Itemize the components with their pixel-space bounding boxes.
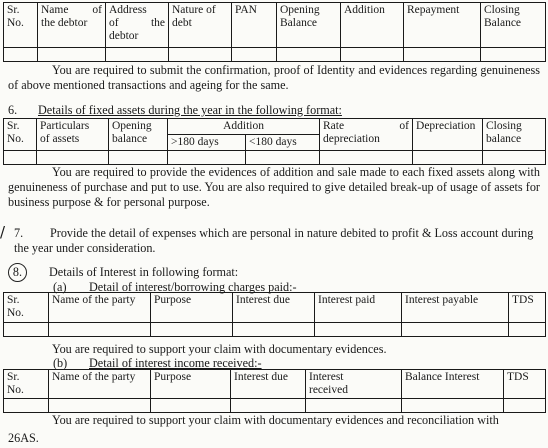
section-8a-heading: (a) Detail of interest/borrowing charges paid:- bbox=[53, 280, 297, 294]
col-addition-under-180: <180 days bbox=[246, 135, 320, 151]
col-particulars: Particulars of assets bbox=[37, 119, 109, 151]
col-addition: Addition bbox=[168, 119, 320, 135]
col-interest-paid: Interest paid bbox=[315, 293, 402, 323]
table-row bbox=[4, 323, 546, 337]
col-opening-balance: Opening balance bbox=[109, 119, 168, 151]
col-pan: PAN bbox=[232, 3, 277, 48]
col-nature-of-debt: Nature of debt bbox=[169, 3, 232, 48]
col-closing-balance: Closing balance bbox=[483, 119, 546, 151]
paragraph-interest-received-note-cont: 26AS. bbox=[8, 431, 39, 445]
col-interest-due: Interest due bbox=[231, 370, 306, 399]
debtors-table bbox=[3, 2, 546, 62]
section-8-heading: 8. Details of Interest in following format: bbox=[8, 263, 238, 282]
fixed-assets-table bbox=[3, 118, 546, 165]
table-row bbox=[4, 48, 546, 62]
section-6-heading: 6. Details of fixed assets during the year in the following format: bbox=[8, 103, 342, 117]
col-interest-payable: Interest payable bbox=[402, 293, 509, 323]
col-interest-received: Interest received bbox=[306, 370, 402, 399]
col-sr: Sr. No. bbox=[4, 3, 38, 48]
interest-paid-table bbox=[3, 292, 546, 337]
col-tds: TDS bbox=[504, 370, 546, 399]
col-interest-due: Interest due bbox=[233, 293, 315, 323]
col-sr: Sr. No. bbox=[4, 293, 49, 323]
col-depreciation: Depreciation bbox=[413, 119, 483, 151]
section-7: 7. Provide the detail of expenses which are personal in nature debited to profit & Loss account during the year under consideration. bbox=[14, 226, 534, 255]
interest-received-table bbox=[3, 369, 546, 413]
col-party-name: Name of the party bbox=[49, 293, 151, 323]
col-debtor-address: Address of the debtor bbox=[106, 3, 169, 48]
col-purpose: Purpose bbox=[151, 370, 231, 399]
col-sr: Sr. No. bbox=[4, 370, 49, 399]
col-closing-balance: Closing Balance bbox=[481, 3, 546, 48]
table-row bbox=[4, 399, 546, 413]
checkmark-icon: / bbox=[0, 223, 6, 241]
col-sr: Sr. No. bbox=[4, 119, 37, 151]
col-purpose: Purpose bbox=[151, 293, 233, 323]
table-row bbox=[4, 151, 546, 165]
col-repayment: Repayment bbox=[404, 3, 481, 48]
col-opening-balance: Opening Balance bbox=[277, 3, 341, 48]
col-addition-over-180: >180 days bbox=[168, 135, 246, 151]
section-8b-heading: (b) Detail of interest income received:- bbox=[53, 356, 262, 370]
paragraph-interest-paid-note: You are required to support your claim with documentary evidences. bbox=[52, 342, 387, 356]
paragraph-interest-received-note: You are required to support your claim with documentary evidences and reconciliation with bbox=[52, 413, 499, 427]
col-rate-of-depreciation: Rate of depreciation bbox=[320, 119, 413, 151]
col-balance-interest: Balance Interest bbox=[402, 370, 504, 399]
col-party-name: Name of the party bbox=[49, 370, 151, 399]
paragraph-fixed-assets-note: You are required to provide the evidences of addition and sale made to each fixed assets along with genuineness of purchase and put to use. You are also required to give detailed break-up of usage of assets for business purpose & for personal purpose. bbox=[8, 165, 540, 209]
circled-number: 8. bbox=[8, 263, 27, 282]
col-debtor-name: Name of the debtor bbox=[38, 3, 106, 48]
paragraph-debtors-note: You are required to submit the confirmation, proof of Identity and evidences regarding genuineness of above mentioned transactions and ageing for the same. bbox=[8, 63, 540, 92]
col-tds: TDS bbox=[509, 293, 546, 323]
col-addition: Addition bbox=[341, 3, 404, 48]
